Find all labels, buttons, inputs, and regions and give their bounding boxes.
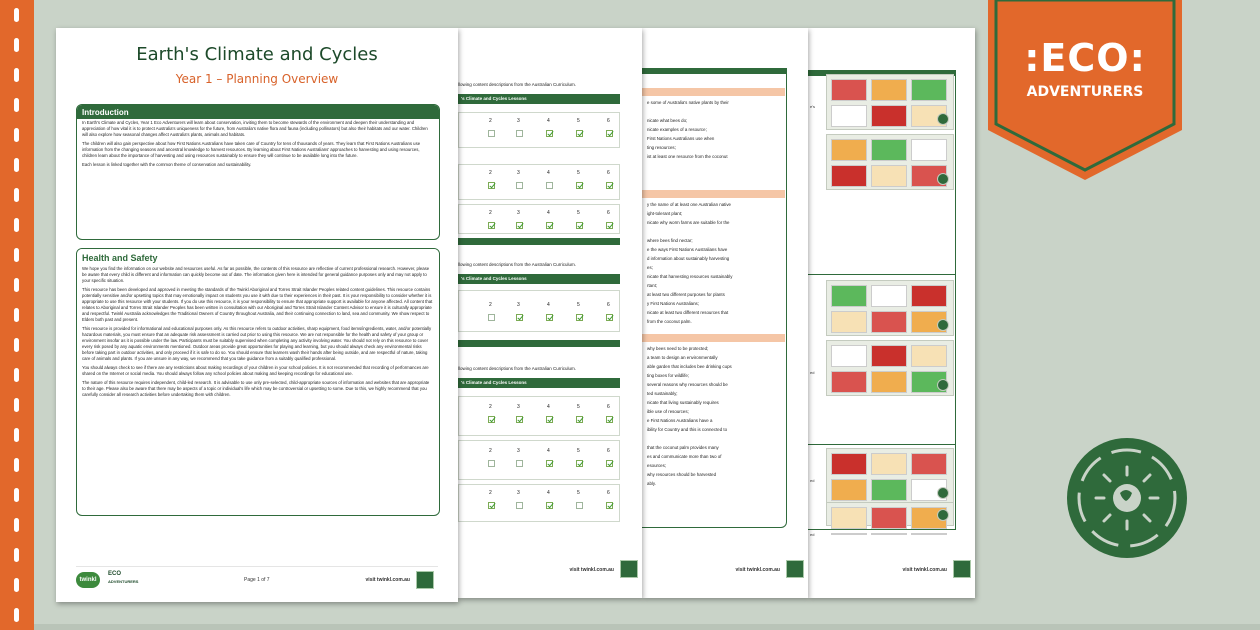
logo-adventurers: ADVENTURERS	[108, 579, 139, 584]
lesson-number: 6	[607, 118, 610, 124]
lesson-row-highlight	[642, 190, 785, 198]
lesson-number: 6	[607, 490, 610, 496]
lesson-number: 4	[547, 302, 550, 308]
health-and-safety-section	[76, 248, 440, 516]
lesson-number: 2	[489, 170, 492, 176]
stripe-dash	[14, 368, 19, 382]
thumbnail-tile	[911, 285, 947, 307]
thumbnail-tile	[831, 165, 867, 187]
lesson-number: 4	[547, 490, 550, 496]
unchecked-checkbox-icon[interactable]	[516, 502, 523, 509]
lesson-number: 2	[489, 210, 492, 216]
thumbnail-tile	[871, 479, 907, 501]
curriculum-intro: llowing content descriptions from the Australian Curriculum.	[458, 82, 577, 87]
outcome-line: nicate why worm farms are suitable for the	[647, 220, 730, 225]
quality-badge-icon	[416, 571, 434, 589]
checkbox-row	[458, 290, 620, 332]
badge-adventurers-label: ADVENTURERS	[1026, 84, 1144, 100]
outcome-line: ted sustainably;	[647, 391, 678, 396]
outcome-line: several reasons why resources should be	[647, 382, 728, 387]
lesson-number: 5	[577, 170, 580, 176]
thumbnail-tile	[871, 165, 907, 187]
curriculum-intro: llowing content descriptions from the Australian Curriculum.	[458, 366, 577, 371]
lesson-row-highlight	[642, 334, 785, 342]
unchecked-checkbox-icon[interactable]	[576, 502, 583, 509]
thumbnail-tile	[871, 345, 907, 367]
row-divider	[808, 274, 956, 275]
stripe-dash	[14, 188, 19, 202]
lesson-number: 3	[517, 210, 520, 216]
checked-checkbox-icon[interactable]	[576, 314, 583, 321]
lesson-number: 4	[547, 210, 550, 216]
stripe-dash	[14, 68, 19, 82]
document-title: Earth's Climate and Cycles	[136, 44, 378, 65]
checked-checkbox-icon[interactable]	[488, 222, 495, 229]
thumbnail-tile	[871, 105, 907, 127]
lesson-number: 3	[517, 170, 520, 176]
thumbnail-tile	[871, 139, 907, 161]
thumbnail-tile	[871, 79, 907, 101]
bottom-band	[34, 624, 1260, 630]
badge-eco-label: :ECO:	[1024, 36, 1146, 80]
outcome-line: why bees need to be protected;	[647, 346, 709, 351]
page-number: Page 1 of 7	[244, 577, 270, 583]
outcome-line: at least two different purposes for plants	[647, 292, 725, 297]
lesson-number: 3	[517, 448, 520, 454]
lesson-thumbnail[interactable]	[826, 448, 954, 504]
stripe-dash	[14, 38, 19, 52]
thumbnail-tile	[871, 285, 907, 307]
lesson-number: 3	[517, 404, 520, 410]
outcome-line: ably.	[647, 481, 656, 486]
outcome-line: ist at least one resource from the coconut	[647, 154, 728, 159]
checked-checkbox-icon[interactable]	[488, 416, 495, 423]
lesson-number: 5	[577, 404, 580, 410]
thumbnail-tile	[871, 371, 907, 393]
hs-paragraph: This resource is provided for informational and educational purposes only. As this resource refers to outdoor activities, sharp equipment, food items/ingredients, water, and/or potentially hazardous materials, you must ensure that an adequate risk assessment is carried out prior to using this resource. We are not responsible for the health and safety of your group or environment insofar as it is possible under the law. Participants must be suitably supervised when completing any activity involving water. You should not rely on this resource to cover every risk posed by any aquatic environments mentioned. Outdoor areas provide great opportunities for playing and learning, but you should always check any environmental risks before taking part in outdoor activities, and only proceed if it is safe to do so. You should ensure that learners wash their hands after being outside, and are respectful of nature, taking care of animals and plants. If you are unsure in any way, we recommend that you take guidance from a suitably qualified professional.	[82, 326, 432, 361]
curriculum-intro: llowing content descriptions from the Australian Curriculum.	[458, 262, 577, 267]
hs-paragraph: You should always check to see if there are any restrictions about making recordings of your children in your school policies. It is not recommended that recording of performances are shared on the Internet or social media. You should always follow any school policies about making and keeping recordings for educational use.	[82, 365, 429, 376]
table-header-bar	[642, 68, 787, 74]
checked-checkbox-icon[interactable]	[606, 182, 613, 189]
stripe-dash	[14, 8, 19, 22]
unchecked-checkbox-icon[interactable]	[516, 182, 523, 189]
stripe-dash	[14, 98, 19, 112]
checked-checkbox-icon[interactable]	[546, 502, 553, 509]
checked-checkbox-icon[interactable]	[516, 222, 523, 229]
outcome-line: able garden that includes bee drinking cups	[647, 364, 732, 369]
thumbnail-tile	[911, 533, 947, 535]
stripe-dash	[14, 518, 19, 532]
eco-adventurers-logo	[108, 571, 138, 586]
lessons-header-bar: 's Climate and Cycles Lessons	[458, 94, 620, 104]
document-page-4[interactable]	[808, 28, 975, 598]
thumbnail-tile	[831, 533, 867, 535]
unchecked-checkbox-icon[interactable]	[516, 460, 523, 467]
outcome-line: where bees find nectar;	[647, 238, 693, 243]
outcome-line: ting resources;	[647, 145, 676, 150]
thumbnail-tile	[831, 285, 867, 307]
lesson-number: 5	[577, 302, 580, 308]
lesson-number: 6	[607, 404, 610, 410]
twinkl-logo[interactable]: twinkl	[76, 572, 100, 588]
lessons-header-bar: 's Climate and Cycles Lessons	[458, 378, 620, 388]
checked-checkbox-icon[interactable]	[606, 460, 613, 467]
logo-eco: ECO	[108, 571, 122, 577]
health-safety-heading: Health and Safety	[77, 249, 439, 265]
outcome-line: nicate that living sustainably requires	[647, 400, 719, 405]
outcome-line: a team to design an environmentally	[647, 355, 718, 360]
outcome-line: ibility for Country and this is connected to	[647, 427, 728, 432]
footer-url[interactable]: visit twinkl.com.au	[569, 567, 614, 573]
outcome-line: es and communicate more than two of	[647, 454, 722, 459]
checked-checkbox-icon[interactable]	[546, 460, 553, 467]
checked-checkbox-icon[interactable]	[488, 502, 495, 509]
checked-checkbox-icon[interactable]	[576, 130, 583, 137]
checkbox-row	[458, 112, 620, 148]
left-stripe	[0, 0, 34, 630]
lesson-number: 5	[577, 210, 580, 216]
thumbnail-tile	[831, 507, 867, 529]
thumbnail-tile	[831, 345, 867, 367]
document-page-3[interactable]	[642, 28, 808, 598]
footer-url[interactable]: visit twinkl.com.au	[365, 577, 410, 583]
outcome-line: nicate at least two different resources that	[647, 310, 729, 315]
thumbnail-eco-icon	[937, 113, 949, 125]
lesson-thumbnail[interactable]	[826, 280, 954, 336]
outcome-line: from the coconut palm.	[647, 319, 692, 324]
thumbnail-eco-icon	[937, 487, 949, 499]
lesson-number: 2	[489, 302, 492, 308]
outcome-line: d information about sustainably harvesting	[647, 256, 730, 261]
outcome-line: nicate examples of a resource;	[647, 127, 707, 132]
quality-badge-icon	[786, 560, 804, 578]
thumbnail-tile	[831, 105, 867, 127]
stripe-dash	[14, 428, 19, 442]
thumbnail-tile	[871, 533, 907, 535]
outcome-line: e the ways First Nations Australians have	[647, 247, 728, 252]
lessons-header-bar: 's Climate and Cycles Lessons	[458, 274, 620, 284]
lesson-number: 5	[577, 118, 580, 124]
checked-checkbox-icon[interactable]	[516, 416, 523, 423]
lesson-thumbnail[interactable]	[826, 340, 954, 396]
unchecked-checkbox-icon[interactable]	[488, 460, 495, 467]
thumbnail-tile	[911, 79, 947, 101]
section-divider-bar	[458, 340, 620, 347]
stripe-dash	[14, 608, 19, 622]
outcome-line: that the coconut palm provides many	[647, 445, 719, 450]
lesson-number: 4	[547, 448, 550, 454]
thumbnail-tile	[871, 453, 907, 475]
outcome-line: ible use of resources;	[647, 409, 689, 414]
lesson-number: 6	[607, 170, 610, 176]
outcome-line: rtant;	[647, 283, 658, 288]
row-divider	[808, 444, 956, 445]
checked-checkbox-icon[interactable]	[516, 314, 523, 321]
thumbnail-tile	[831, 311, 867, 333]
lesson-number: 6	[607, 302, 610, 308]
lesson-number: 4	[547, 170, 550, 176]
intro-paragraph: In Earth's Climate and Cycles, Year 1 Eco Adventurers will learn about conservation, inviting them to become stewards of the environment and deepen their understanding and appreciation of how vital it is to protect Australia's uniqueness for the future, from Australia's native flora and fauna (including pollinators) but also their habitats and our water. Children will also explore how seasonal changes affect Australia's plants, animals and habitats.	[82, 120, 428, 137]
lesson-thumbnail[interactable]	[826, 74, 954, 130]
stripe-dash	[14, 128, 19, 142]
thumbnail-side-label: ed	[810, 478, 815, 483]
intro-paragraph: Each lesson is linked together with the common theme of conservation and sustainability.	[82, 162, 252, 167]
checked-checkbox-icon[interactable]	[546, 314, 553, 321]
thumbnail-side-label: e's	[810, 104, 815, 109]
thumbnail-tile	[831, 479, 867, 501]
lesson-number: 4	[547, 118, 550, 124]
document-page-2[interactable]	[458, 28, 642, 598]
stripe-dash	[14, 548, 19, 562]
stripe-dash	[14, 338, 19, 352]
outcome-line: e First Nations Australians have a	[647, 418, 713, 423]
lesson-number: 5	[577, 490, 580, 496]
footer-url[interactable]: visit twinkl.com.au	[902, 567, 947, 573]
lesson-number: 3	[517, 490, 520, 496]
document-subtitle: Year 1 – Planning Overview	[175, 72, 339, 86]
thumbnail-side-label: ed	[810, 370, 815, 375]
outcome-line: esources;	[647, 463, 667, 468]
lesson-number: 6	[607, 448, 610, 454]
lesson-thumbnail[interactable]	[826, 134, 954, 190]
thumbnail-tile	[871, 507, 907, 529]
checked-checkbox-icon[interactable]	[576, 416, 583, 423]
outcome-line: why resources should be harvested	[647, 472, 717, 477]
checked-checkbox-icon[interactable]	[576, 222, 583, 229]
outcome-line: nicate what bees do;	[647, 118, 688, 123]
lesson-number: 2	[489, 118, 492, 124]
stripe-dash	[14, 398, 19, 412]
lesson-number: 4	[547, 404, 550, 410]
unchecked-checkbox-icon[interactable]	[516, 130, 523, 137]
lesson-number: 2	[489, 490, 492, 496]
checked-checkbox-icon[interactable]	[606, 502, 613, 509]
footer-url[interactable]: visit twinkl.com.au	[735, 567, 780, 573]
lesson-number: 6	[607, 210, 610, 216]
thumbnail-tile	[911, 139, 947, 161]
earth-cycle-icon	[1066, 437, 1188, 559]
lesson-number: 5	[577, 448, 580, 454]
document-page-1[interactable]	[56, 28, 458, 602]
thumbnail-eco-icon	[937, 319, 949, 331]
checked-checkbox-icon[interactable]	[576, 182, 583, 189]
stripe-dash	[14, 158, 19, 172]
lesson-number: 2	[489, 404, 492, 410]
checked-checkbox-icon[interactable]	[606, 314, 613, 321]
checkbox-row	[458, 440, 620, 480]
checked-checkbox-icon[interactable]	[546, 130, 553, 137]
checkbox-row	[458, 164, 620, 200]
thumbnail-tile	[831, 79, 867, 101]
quality-badge-icon	[620, 560, 638, 578]
intro-paragraph: The children will also gain perspective about how First Nations Australians have taken care of Country for tens of thousands of years. They learn that First Nations Australians use information from the changing seasons and ancestral knowledge to harvest resources. By learning about First Nations Australians' approaches to harvesting and using resources, children learn about the importance of harvesting and using resources sustainably to ensure they will continue to be available long into the future.	[82, 141, 421, 158]
unchecked-checkbox-icon[interactable]	[488, 130, 495, 137]
stripe-dash	[14, 308, 19, 322]
checked-checkbox-icon[interactable]	[546, 222, 553, 229]
outcome-line: y the name of at least one Australian native	[647, 202, 731, 207]
outcome-line: nicate that harvesting resources sustainably	[647, 274, 733, 279]
hs-paragraph: The nature of this resource requires independent, child-led research. It is advisable to use only pre-selected, child-appropriate sources of information and websites that are appropriate to their age. Please also be aware that there may be aspects of a topic or individual's life which may be controversial or upsetting to some. Due to this, we highly recommend that you carefully consider all research activities before undertaking them with children.	[82, 380, 430, 397]
stripe-dash	[14, 278, 19, 292]
thumbnail-tile	[911, 345, 947, 367]
lesson-number: 3	[517, 302, 520, 308]
checked-checkbox-icon[interactable]	[576, 460, 583, 467]
checked-checkbox-icon[interactable]	[546, 416, 553, 423]
lesson-row-highlight	[642, 88, 785, 96]
outcome-line: es;	[647, 265, 653, 270]
outcome-line: y First Nations Australians;	[647, 301, 699, 306]
thumbnail-eco-icon	[937, 379, 949, 391]
quality-badge-icon	[953, 560, 971, 578]
stripe-dash	[14, 218, 19, 232]
stripe-dash	[14, 578, 19, 592]
thumbnail-eco-icon	[937, 173, 949, 185]
checked-checkbox-icon[interactable]	[606, 130, 613, 137]
introduction-section	[76, 104, 440, 240]
page-footer	[76, 566, 438, 592]
hs-paragraph: We hope you find the information on our website and resources useful. As far as possible, the contents of this resource are reflective of current professional research. However, please be aware that every child is different and information can quickly become out of date. The information given here is intended for general guidance purposes only and may not apply to your specific situation.	[82, 266, 430, 283]
thumbnail-eco-icon	[937, 509, 949, 521]
thumbnail-tile	[871, 311, 907, 333]
introduction-heading: Introduction	[77, 105, 439, 119]
outcome-line: e some of Australia's native plants by their	[647, 100, 729, 105]
checkbox-row	[458, 396, 620, 436]
unchecked-checkbox-icon[interactable]	[546, 182, 553, 189]
thumbnail-tile	[831, 453, 867, 475]
thumbnail-tile	[831, 139, 867, 161]
stripe-dash	[14, 488, 19, 502]
checked-checkbox-icon[interactable]	[606, 222, 613, 229]
checkbox-row	[458, 204, 620, 234]
thumbnail-tile	[831, 371, 867, 393]
stripe-dash	[14, 248, 19, 262]
outcome-line: First Nations Australians use when	[647, 136, 715, 141]
thumbnail-tile	[911, 453, 947, 475]
lesson-number: 3	[517, 118, 520, 124]
stripe-dash	[14, 458, 19, 472]
lesson-thumbnail[interactable]	[826, 502, 954, 526]
hs-paragraph: This resource has been developed and approved in meeting the standards of the Twinkl Aboriginal and Torres Strait Islander Peoples related content guidelines. This resource contains potentially sensitive and/or upsetting topics that may emotionally impact on students you use it with due to their experiences in their past. It is your responsibility to consider whether it is appropriate to use this resource with your students. If you do use this resource, it is your responsibility to ensure that appropriate support is available for anyone affected. All content that relates to Aboriginal and Torres Strait Islander Peoples has been written in consultation with our Aboriginal and Torres Strait Islander Content Advisor to ensure it is culturally appropriate and respectful. Twinkl Australia acknowledges the Traditional Owners of Country throughout Australia, and their continuing connection to land, sea and community. We show respect to Elders both past and present.	[82, 287, 433, 322]
checked-checkbox-icon[interactable]	[606, 416, 613, 423]
thumbnail-side-label: ed	[810, 532, 815, 537]
section-divider-bar	[458, 238, 620, 245]
outcome-line: ting boxes for wildlife;	[647, 373, 689, 378]
lesson-number: 2	[489, 448, 492, 454]
checked-checkbox-icon[interactable]	[488, 182, 495, 189]
checkbox-row	[458, 484, 620, 522]
outcome-line: ight-tolerant plant;	[647, 211, 683, 216]
unchecked-checkbox-icon[interactable]	[488, 314, 495, 321]
